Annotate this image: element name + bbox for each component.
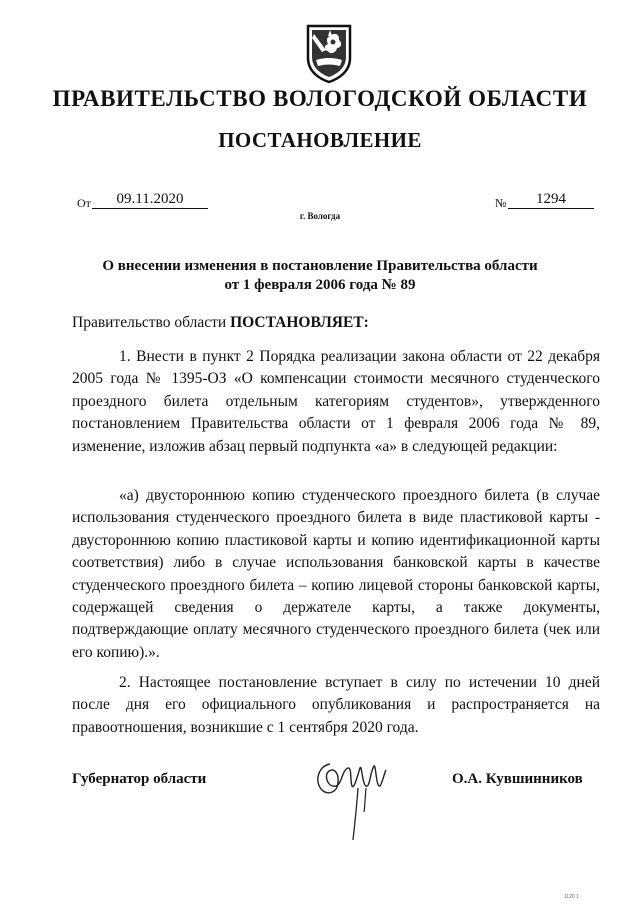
subject-line-1: О внесении изменения в постановление Правительства области	[102, 258, 538, 274]
document-type: ПОСТАНОВЛЕНИЕ	[218, 128, 422, 152]
resolves-line	[72, 314, 369, 332]
document-date: 09.11.2020	[92, 192, 208, 209]
handwritten-signature	[308, 752, 400, 844]
resolves-keyword: ПОСТАНОВЛЯЕТ:	[230, 314, 369, 331]
footer-code: 1120 1	[564, 894, 579, 900]
city: г. Вологда	[299, 211, 341, 221]
date-label: От	[77, 196, 91, 210]
coat-of-arms-icon	[304, 22, 354, 84]
signatory-name: О.А. Кувшинников	[452, 771, 583, 787]
paragraph-3: 2. Настоящее постановление вступает в силу по истечении 10 дней после дня его официального опубликования и распространяется на правоотношения, возникшие с 1 сентября 2020 года.	[72, 674, 600, 736]
resolves-prefix: Правительство области	[72, 314, 231, 331]
document-subject	[60, 257, 580, 295]
signatory-title: Губернатор области	[72, 771, 207, 787]
paragraph-2: «а) двустороннюю копию студенческого проездного билета (в случае использования студенческого проездного билета в виде пластиковой карты - двустороннюю копию пластиковой карты и копию идентификационной карты соответствия) либо в случае использования банковской карты в качестве студенческого проездного билета – копию лицевой стороны банковской карты, содержащей сведения о держателе карты, а также документы, подтверждающие оплату месячного студенческого проездного билета (чек или его копию).».	[72, 487, 600, 661]
document-number: 1294	[508, 192, 594, 209]
paragraph-1: 1. Внести в пункт 2 Порядка реализации закона области от 22 декабря 2005 года № 1395-ОЗ «О компенсации стоимости месячного студенческого проездного билета отдельным категориям студентов», утвержденного постановлением Правительства области от 1 февраля 2006 года № 89, изменение, изложив абзац первый подпункта «а» в следующей редакции:	[72, 348, 600, 455]
subject-line-2: от 1 февраля 2006 года № 89	[224, 277, 416, 293]
government-title: ПРАВИТЕЛЬСТВО ВОЛОГОДСКОЙ ОБЛАСТИ	[52, 86, 588, 111]
number-label: №	[495, 196, 507, 210]
